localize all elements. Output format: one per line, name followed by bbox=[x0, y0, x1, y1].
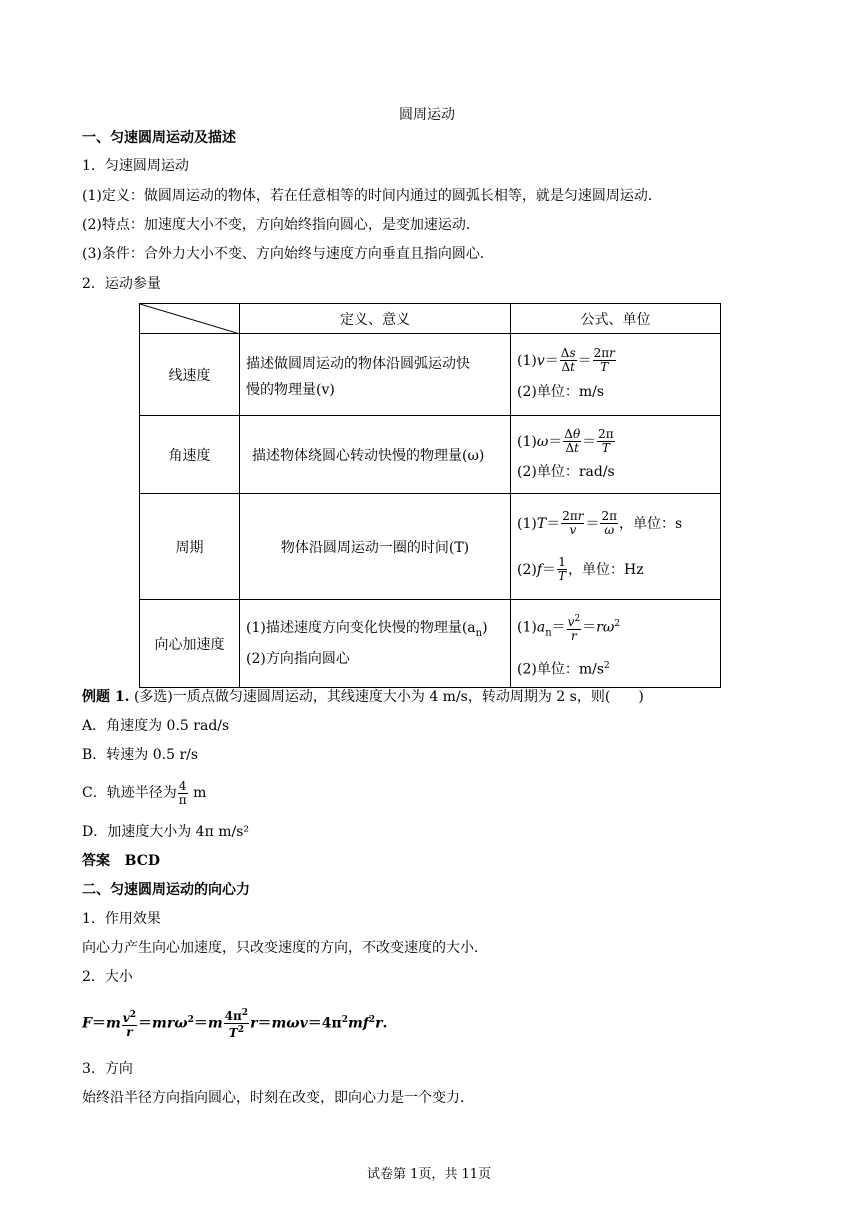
example-1 bbox=[82, 689, 644, 705]
subheading-direction: 3．方向 bbox=[82, 1061, 133, 1077]
row-name-linear-velocity: 线速度 bbox=[140, 334, 240, 416]
section-1-heading: 一、匀速圆周运动及描述 bbox=[82, 130, 236, 146]
page-footer: 试卷第 1页，共 11页 bbox=[367, 1167, 492, 1182]
row-name-centripetal-acceleration: 向心加速度 bbox=[140, 600, 240, 688]
paragraph-effect: 向心力产生向心加速度，只改变速度的方向，不改变速度的大小． bbox=[82, 940, 488, 956]
diagonal-line bbox=[140, 304, 240, 334]
subheading-effect: 1．作用效果 bbox=[82, 911, 161, 927]
example-label: 例题 1. bbox=[82, 689, 130, 705]
row-formula-centripetal-acceleration: $(1)a_n=$ $\frac{v^2}{r}$ $=r\omega^2$ (2)单位：$m/s^2$ bbox=[511, 600, 721, 688]
subheading-magnitude: 2．大小 bbox=[82, 969, 133, 985]
header-definition: 定义、意义 bbox=[240, 304, 511, 334]
option-c: C．轨迹半径为 $\frac{4}{\pi}$ m bbox=[82, 778, 207, 807]
paragraph-definition: (1)定义：做圆周运动的物体，若在任意相等的时间内通过的圆弧长相等，就是匀速圆周运动． bbox=[82, 188, 662, 204]
row-def-centripetal-acceleration: (1)描述速度方向变化快慢的物理量$(a_n)$ (2)方向指向圆心 bbox=[240, 600, 511, 688]
row-formula-angular-velocity: (1)ω＝ $\frac{\Delta\theta}{\Delta t}$ ＝ $\frac{2\pi}{T}$ (2)单位：rad/s bbox=[511, 416, 721, 494]
paragraph-feature: (2)特点：加速度大小不变，方向始终指向圆心，是变加速运动． bbox=[82, 217, 480, 233]
section-2-heading: 二、匀速圆周运动的向心力 bbox=[82, 882, 250, 898]
unit-frequency: ，单位：Hz bbox=[568, 561, 644, 578]
row-name-angular-velocity: 角速度 bbox=[140, 416, 240, 494]
unit-period: ，单位：s bbox=[619, 515, 683, 532]
table-row bbox=[140, 334, 721, 416]
row-name-period: 周期 bbox=[140, 494, 240, 600]
paragraph-condition: (3)条件：合外力大小不变、方向始终与速度方向垂直且指向圆心． bbox=[82, 246, 494, 262]
header-formula: 公式、单位 bbox=[511, 304, 721, 334]
def-line-1: 描述做圆周运动的物体沿圆弧运动快 bbox=[246, 355, 470, 372]
example-stem: (多选)一质点做匀速圆周运动，其线速度大小为 4 m/s，转动周期为 2 s，则( ) bbox=[133, 689, 644, 705]
page-title: 圆周运动 bbox=[399, 107, 455, 123]
unit-linear-velocity: (2)单位：m/s bbox=[517, 383, 605, 400]
diagonal-header-cell bbox=[140, 304, 240, 334]
parameters-table bbox=[139, 303, 721, 688]
def-line-2: 慢的物理量(v) bbox=[246, 381, 335, 398]
table-row bbox=[140, 600, 721, 688]
row-def-angular-velocity: 描述物体绕圆心转动快慢的物理量(ω) bbox=[240, 416, 511, 494]
answer: 答案 BCD bbox=[82, 853, 161, 869]
option-b: B．转速为 0.5 r/s bbox=[82, 747, 199, 763]
table-row bbox=[140, 416, 721, 494]
def-direction: (2)方向指向圆心 bbox=[246, 651, 350, 668]
row-def-period: 物体沿圆周运动一圈的时间(T) bbox=[240, 494, 511, 600]
table-header-row bbox=[140, 304, 721, 334]
row-formula-period: (1)T＝ $\frac{2\pi r}{v}$ ＝ $\frac{2\pi}{\omega}$ ，单位：s (2)f＝ $\frac{1}{T}$ ，单位：Hz bbox=[511, 494, 721, 600]
force-formula: F＝m $\frac{v^2}{r}$ ＝mrω$^2$＝m $\frac{4\pi^2}{T^2}$ $r=m\omega v=4\pi^2mf^2r$. bbox=[82, 1008, 388, 1041]
unit-centripetal-acceleration: (2)单位：m/s bbox=[517, 662, 605, 679]
row-formula-linear-velocity: (1)v＝ $\frac{\Delta s}{\Delta t}$ ＝ $\frac{2\pi r}{T}$ (2)单位：m/s bbox=[511, 334, 721, 416]
subheading-uniform-motion: 1．匀速圆周运动 bbox=[82, 158, 189, 174]
subheading-parameters: 2．运动参量 bbox=[82, 276, 161, 292]
unit-angular-velocity: (2)单位：rad/s bbox=[517, 463, 615, 480]
table-row bbox=[140, 494, 721, 600]
option-d: D．加速度大小为 4π m/s² bbox=[82, 824, 250, 840]
row-def-linear-velocity bbox=[240, 334, 511, 416]
option-a: A．角速度为 0.5 rad/s bbox=[82, 718, 230, 734]
paragraph-direction: 始终沿半径方向指向圆心，时刻在改变，即向心力是一个变力． bbox=[82, 1090, 474, 1106]
